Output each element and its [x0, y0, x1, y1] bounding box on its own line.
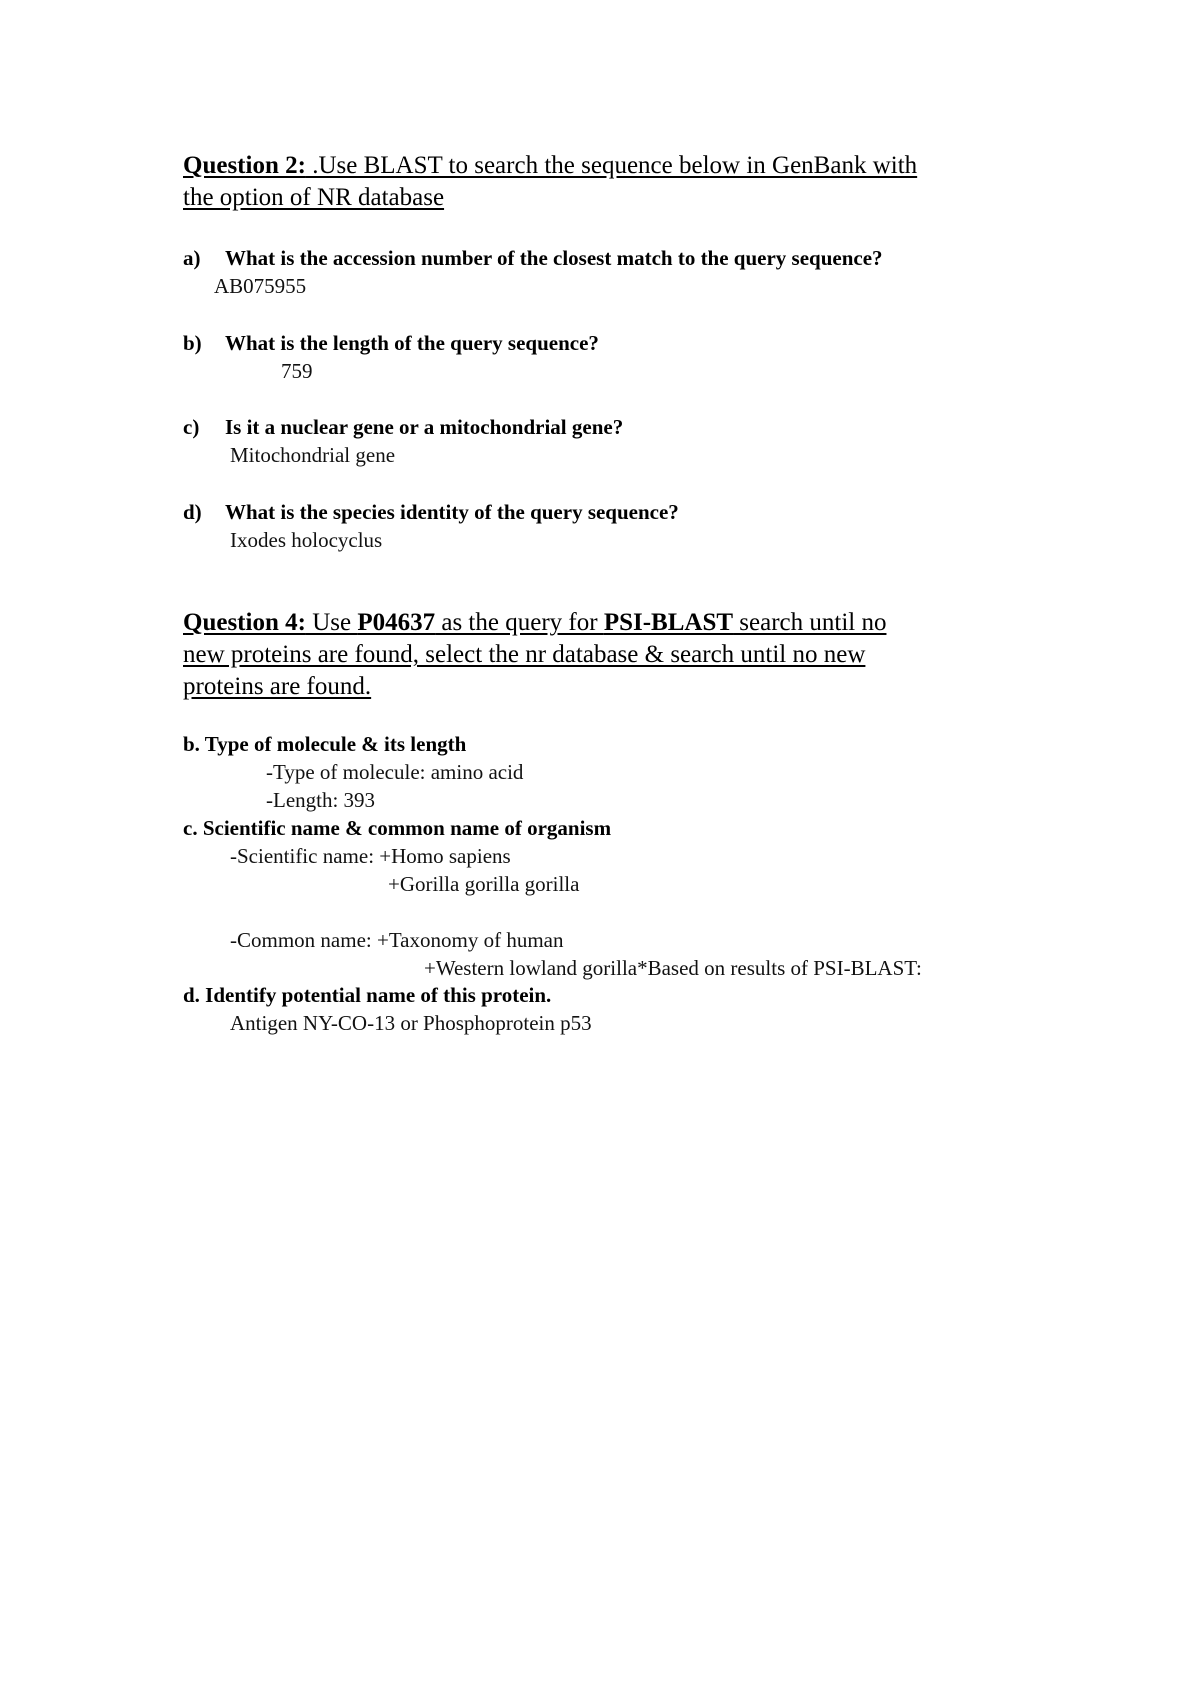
item-marker: a) — [183, 246, 201, 270]
answer-species: Ixodes holocyclus — [230, 528, 383, 552]
answer-scientific-name: -Scientific name: +Homo sapiens — [230, 844, 511, 868]
item-marker: d) — [183, 500, 202, 524]
answer-query-length: 759 — [281, 359, 313, 383]
question-4-item-d-heading: d. Identify potential name of this protein. — [183, 983, 552, 1007]
answer-length: -Length: 393 — [266, 788, 376, 812]
tool-name: PSI-BLAST — [603, 609, 734, 636]
item-question: What is the accession number of the closest match to the query sequence? — [225, 246, 883, 270]
question-2-label: Question 2: — [183, 152, 306, 179]
question-2-item-b — [183, 333, 599, 354]
heading-text: as the query for — [435, 609, 604, 636]
question-2-heading-line-2: the option of NR database — [183, 184, 445, 211]
item-question: What is the species identity of the query sequence? — [225, 500, 679, 524]
item-marker: b) — [183, 331, 202, 355]
question-4-heading-line-3: proteins are found. — [183, 673, 372, 700]
item-question: Is it a nuclear gene or a mitochondrial gene? — [225, 415, 624, 439]
question-4-item-b-heading: b. Type of molecule & its length — [183, 732, 467, 756]
answer-gene-type: Mitochondrial gene — [230, 443, 396, 467]
answer-common-name: -Common name: +Taxonomy of human — [230, 928, 564, 952]
question-4-heading-line-2: new proteins are found, select the nr database & search until no new — [183, 641, 866, 668]
question-4-label: Question 4: — [183, 609, 306, 636]
item-marker: c) — [183, 415, 200, 439]
question-2-heading-line-1 — [183, 153, 917, 178]
answer-protein-name: Antigen NY-CO-13 or Phosphoprotein p53 — [230, 1011, 592, 1035]
heading-text: Use — [305, 609, 358, 636]
answer-scientific-name-2: +Gorilla gorilla gorilla — [388, 872, 580, 896]
question-2-item-a — [183, 248, 883, 269]
question-2-title-part: .Use BLAST to search the sequence below in GenBank with — [305, 152, 918, 179]
question-4-item-c-heading: c. Scientific name & common name of organism — [183, 816, 612, 840]
answer-accession-number: AB075955 — [214, 274, 307, 298]
question-4-heading-line-1 — [183, 610, 886, 635]
item-question: What is the length of the query sequence? — [225, 331, 599, 355]
query-accession: P04637 — [357, 609, 436, 636]
question-2-item-c — [183, 417, 623, 438]
heading-text: search until no — [733, 609, 887, 636]
answer-common-name-2: +Western lowland gorilla*Based on results of PSI-BLAST: — [424, 956, 922, 980]
question-2-item-d — [183, 502, 679, 523]
answer-molecule-type: -Type of molecule: amino acid — [266, 760, 524, 784]
